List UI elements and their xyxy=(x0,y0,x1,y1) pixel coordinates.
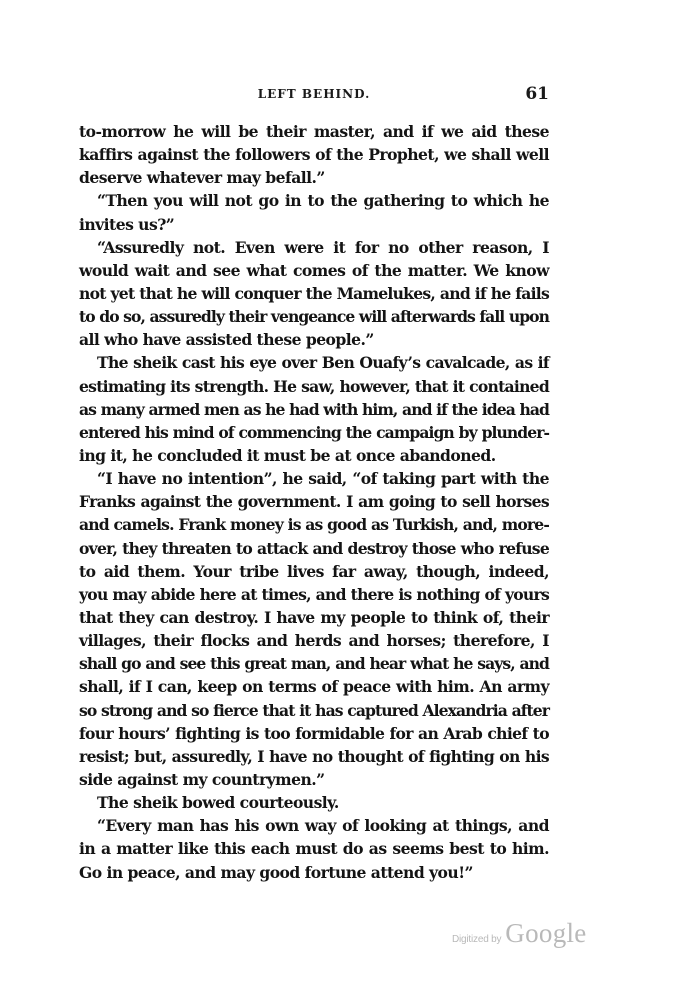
text-line: estimating its strength. He saw, however, that it contained xyxy=(79,376,549,396)
text-line: resist; but, assuredly, I have no thought of fighting on his xyxy=(79,746,549,766)
text-line: “Assuredly not. Even were it for no other reason, I xyxy=(97,237,549,257)
text-line: in a matter like this each must do as seems best to him. xyxy=(79,839,549,859)
text-line: and camels. Frank money is as good as Turkish, and, more- xyxy=(79,515,549,535)
text-line: side against my countrymen.” xyxy=(79,769,325,789)
text-line: to aid them. Your tribe lives far away, though, indeed, xyxy=(79,561,549,581)
text-line: shall, if I can, keep on terms of peace with him. An army xyxy=(79,677,549,697)
text-line: deserve whatever may befall.” xyxy=(79,168,325,188)
text-line: The sheik bowed courteously. xyxy=(97,793,339,813)
text-line: villages, their flocks and herds and horses; therefore, I xyxy=(79,631,549,651)
text-line: “Then you will not go in to the gathering to which he xyxy=(97,191,549,211)
text-line: you may abide here at times, and there is nothing of yours xyxy=(79,584,549,604)
text-line: over, they threaten to attack and destroy those who refuse xyxy=(79,538,549,558)
text-line: Franks against the government. I am going to sell horses xyxy=(79,492,549,512)
text-line: ing it, he concluded it must be at once abandoned. xyxy=(79,445,496,465)
running-title: LEFT BEHIND. xyxy=(257,87,371,101)
text-line: four hours’ fighting is too formidable for an Arab chief to xyxy=(79,723,549,743)
text-line: “Every man has his own way of looking at things, and xyxy=(97,816,549,836)
text-line: Go in peace, and may good fortune attend you!” xyxy=(79,862,473,882)
text-line: “I have no intention”, he said, “of taking part with the xyxy=(97,469,549,489)
page-header xyxy=(79,84,549,108)
text-line: all who have assisted these people.” xyxy=(79,330,374,350)
text-line: entered his mind of commencing the campaign by plunder- xyxy=(79,422,549,442)
digitized-by-google-watermark xyxy=(452,918,587,949)
google-logo: Google xyxy=(505,918,587,948)
text-line: so strong and so fierce that it has captured Alexandria after xyxy=(79,700,549,720)
text-line: would wait and see what comes of the matter. We know xyxy=(79,260,549,280)
watermark-prefix: Digitized by xyxy=(452,934,502,945)
text-line: to-morrow he will be their master, and if we aid these xyxy=(79,122,549,141)
text-line: The sheik cast his eye over Ben Ouafy’s cavalcade, as if xyxy=(97,353,549,373)
text-line: as many armed men as he had with him, and if the idea had xyxy=(79,399,549,419)
text-line: shall go and see this great man, and hear what he says, and xyxy=(79,654,549,674)
text-line: invites us?” xyxy=(79,214,175,234)
page-number: 61 xyxy=(525,84,549,104)
text-line: not yet that he will conquer the Mamelukes, and if he fails xyxy=(79,283,549,303)
body-text xyxy=(79,120,549,884)
text-line: to do so, assuredly their vengeance will afterwards fall upon xyxy=(79,307,549,327)
text-line: kaffirs against the followers of the Prophet, we shall well xyxy=(79,145,549,165)
text-line: that they can destroy. I have my people to think of, their xyxy=(79,607,549,627)
